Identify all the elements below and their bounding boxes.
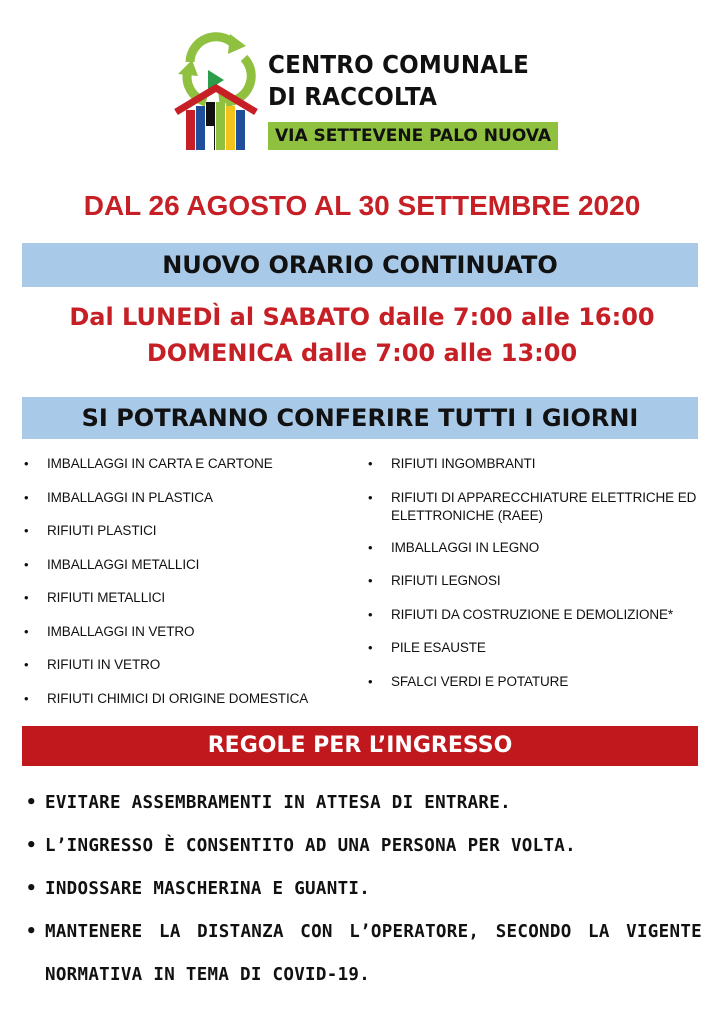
list-item: • IMBALLAGGI IN VETRO xyxy=(24,623,344,641)
weekday-hours: Dal LUNEDÌ al SABATO dalle 7:00 alle 16:00 xyxy=(69,303,655,331)
list-item: • RIFIUTI METALLICI xyxy=(24,589,344,607)
rule-item: • L’INGRESSO È CONSENTITO AD UNA PERSONA PER VOLTA. xyxy=(26,825,702,868)
materials-banner: SI POTRANNO CONFERIRE TUTTI I GIORNI xyxy=(22,397,698,439)
address-pill: VIA SETTEVENE PALO NUOVA xyxy=(268,122,558,150)
org-name-line-2: DI RACCOLTA xyxy=(268,82,438,111)
list-item: • RIFIUTI INGOMBRANTI xyxy=(368,455,708,473)
org-name-line-1: CENTRO COMUNALE xyxy=(268,50,529,79)
list-item: • RIFIUTI DI APPARECCHIATURE ELETTRICHE ED ELETTRONICHE (RAEE) xyxy=(368,489,708,525)
list-item: • RIFIUTI PLASTICI xyxy=(24,522,344,540)
rules-banner: REGOLE PER L’INGRESSO xyxy=(22,726,698,766)
list-item: • IMBALLAGGI IN PLASTICA xyxy=(24,489,344,507)
date-range: DAL 26 AGOSTO AL 30 SETTEMBRE 2020 xyxy=(83,190,641,221)
list-item: • RIFIUTI CHIMICI DI ORIGINE DOMESTICA xyxy=(24,690,344,708)
list-item: • SFALCI VERDI E POTATURE xyxy=(368,673,708,691)
list-item: • IMBALLAGGI METALLICI xyxy=(24,556,344,574)
list-item: • PILE ESAUSTE xyxy=(368,639,708,657)
rule-item: • INDOSSARE MASCHERINA E GUANTI. xyxy=(26,868,702,911)
schedule-banner: NUOVO ORARIO CONTINUATO xyxy=(22,243,698,287)
rules-list xyxy=(26,782,702,997)
list-item: • RIFIUTI DA COSTRUZIONE E DEMOLIZIONE* xyxy=(368,606,708,624)
sunday-hours: DOMENICA dalle 7:00 alle 13:00 xyxy=(146,339,578,367)
logo xyxy=(172,30,562,155)
list-item: • IMBALLAGGI IN CARTA E CARTONE xyxy=(24,455,344,473)
list-item: • RIFIUTI IN VETRO xyxy=(24,656,344,674)
rule-item: • EVITARE ASSEMBRAMENTI IN ATTESA DI ENTRARE. xyxy=(26,782,702,825)
rule-item: • MANTENERE LA DISTANZA CON L’OPERATORE, SECONDO LA VIGENTE NORMATIVA IN TEMA DI COVID-19. xyxy=(26,911,702,997)
list-item: • IMBALLAGGI IN LEGNO xyxy=(368,539,708,557)
recycling-house-icon xyxy=(172,30,264,155)
list-item: • RIFIUTI LEGNOSI xyxy=(368,572,708,590)
materials-list-right xyxy=(368,455,708,706)
materials-list-left xyxy=(24,455,344,723)
